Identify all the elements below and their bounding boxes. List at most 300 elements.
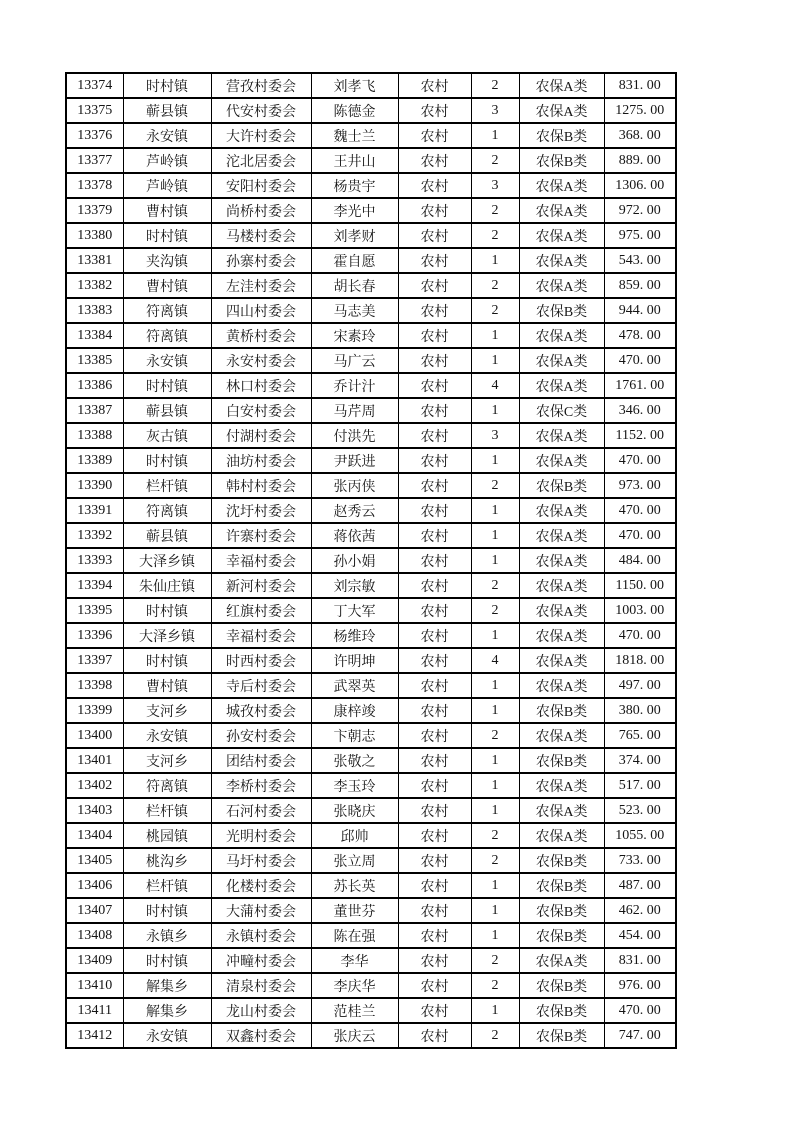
cell-insurance-category: 农保A类 bbox=[519, 423, 604, 448]
cell-village-committee: 新河村委会 bbox=[211, 573, 311, 598]
cell-amount: 374. 00 bbox=[604, 748, 676, 773]
cell-amount: 346. 00 bbox=[604, 398, 676, 423]
cell-household-type: 农村 bbox=[398, 1023, 471, 1048]
cell-person-name: 蒋依茜 bbox=[311, 523, 398, 548]
cell-person-name: 李华 bbox=[311, 948, 398, 973]
cell-insurance-category: 农保A类 bbox=[519, 323, 604, 348]
cell-household-type: 农村 bbox=[398, 548, 471, 573]
table-row bbox=[66, 198, 676, 223]
cell-sequence-number: 13398 bbox=[66, 673, 123, 698]
cell-town: 永镇乡 bbox=[123, 923, 211, 948]
cell-town: 符离镇 bbox=[123, 323, 211, 348]
cell-person-name: 李庆华 bbox=[311, 973, 398, 998]
cell-insurance-category: 农保A类 bbox=[519, 648, 604, 673]
table-row bbox=[66, 598, 676, 623]
cell-village-committee: 时西村委会 bbox=[211, 648, 311, 673]
cell-town: 时村镇 bbox=[123, 223, 211, 248]
cell-town: 曹村镇 bbox=[123, 673, 211, 698]
cell-sequence-number: 13390 bbox=[66, 473, 123, 498]
cell-person-name: 马志美 bbox=[311, 298, 398, 323]
cell-town: 支河乡 bbox=[123, 698, 211, 723]
cell-household-type: 农村 bbox=[398, 998, 471, 1023]
cell-sequence-number: 13408 bbox=[66, 923, 123, 948]
cell-village-committee: 城孜村委会 bbox=[211, 698, 311, 723]
cell-amount: 487. 00 bbox=[604, 873, 676, 898]
cell-sequence-number: 13380 bbox=[66, 223, 123, 248]
cell-town: 解集乡 bbox=[123, 998, 211, 1023]
cell-town: 永安镇 bbox=[123, 348, 211, 373]
cell-town: 永安镇 bbox=[123, 1023, 211, 1048]
cell-sequence-number: 13388 bbox=[66, 423, 123, 448]
cell-sequence-number: 13396 bbox=[66, 623, 123, 648]
cell-sequence-number: 13385 bbox=[66, 348, 123, 373]
cell-household-type: 农村 bbox=[398, 598, 471, 623]
cell-insurance-category: 农保A类 bbox=[519, 573, 604, 598]
cell-amount: 1003. 00 bbox=[604, 598, 676, 623]
cell-amount: 517. 00 bbox=[604, 773, 676, 798]
cell-person-name: 张丙侠 bbox=[311, 473, 398, 498]
table-row bbox=[66, 373, 676, 398]
cell-insurance-category: 农保A类 bbox=[519, 273, 604, 298]
cell-count: 2 bbox=[471, 473, 519, 498]
cell-amount: 470. 00 bbox=[604, 523, 676, 548]
cell-amount: 733. 00 bbox=[604, 848, 676, 873]
cell-town: 符离镇 bbox=[123, 298, 211, 323]
table-row bbox=[66, 148, 676, 173]
table-row bbox=[66, 173, 676, 198]
cell-insurance-category: 农保A类 bbox=[519, 73, 604, 98]
cell-household-type: 农村 bbox=[398, 323, 471, 348]
table-row bbox=[66, 723, 676, 748]
cell-town: 符离镇 bbox=[123, 773, 211, 798]
cell-sequence-number: 13410 bbox=[66, 973, 123, 998]
cell-amount: 523. 00 bbox=[604, 798, 676, 823]
cell-count: 2 bbox=[471, 823, 519, 848]
cell-village-committee: 幸福村委会 bbox=[211, 548, 311, 573]
cell-person-name: 刘孝飞 bbox=[311, 73, 398, 98]
cell-person-name: 宋素玲 bbox=[311, 323, 398, 348]
table-row bbox=[66, 773, 676, 798]
cell-sequence-number: 13382 bbox=[66, 273, 123, 298]
cell-sequence-number: 13376 bbox=[66, 123, 123, 148]
cell-amount: 380. 00 bbox=[604, 698, 676, 723]
cell-sequence-number: 13411 bbox=[66, 998, 123, 1023]
cell-person-name: 尹跃进 bbox=[311, 448, 398, 473]
cell-insurance-category: 农保A类 bbox=[519, 548, 604, 573]
cell-person-name: 魏士兰 bbox=[311, 123, 398, 148]
cell-town: 栏杆镇 bbox=[123, 873, 211, 898]
cell-household-type: 农村 bbox=[398, 498, 471, 523]
cell-village-committee: 寺后村委会 bbox=[211, 673, 311, 698]
cell-village-committee: 许寨村委会 bbox=[211, 523, 311, 548]
table-row bbox=[66, 73, 676, 98]
cell-count: 1 bbox=[471, 448, 519, 473]
cell-insurance-category: 农保A类 bbox=[519, 98, 604, 123]
cell-amount: 470. 00 bbox=[604, 623, 676, 648]
cell-sequence-number: 13402 bbox=[66, 773, 123, 798]
cell-insurance-category: 农保A类 bbox=[519, 598, 604, 623]
cell-town: 蕲县镇 bbox=[123, 398, 211, 423]
cell-sequence-number: 13389 bbox=[66, 448, 123, 473]
table-row bbox=[66, 798, 676, 823]
cell-person-name: 刘孝财 bbox=[311, 223, 398, 248]
cell-village-committee: 团结村委会 bbox=[211, 748, 311, 773]
pension-roster-table bbox=[65, 72, 677, 1049]
cell-household-type: 农村 bbox=[398, 73, 471, 98]
cell-sequence-number: 13393 bbox=[66, 548, 123, 573]
cell-village-committee: 马楼村委会 bbox=[211, 223, 311, 248]
cell-person-name: 马广云 bbox=[311, 348, 398, 373]
table-row bbox=[66, 648, 676, 673]
cell-sequence-number: 13387 bbox=[66, 398, 123, 423]
cell-amount: 1275. 00 bbox=[604, 98, 676, 123]
cell-person-name: 康梓竣 bbox=[311, 698, 398, 723]
cell-count: 1 bbox=[471, 548, 519, 573]
cell-town: 夹沟镇 bbox=[123, 248, 211, 273]
cell-count: 2 bbox=[471, 598, 519, 623]
cell-town: 曹村镇 bbox=[123, 273, 211, 298]
cell-household-type: 农村 bbox=[398, 623, 471, 648]
cell-sequence-number: 13386 bbox=[66, 373, 123, 398]
table-row bbox=[66, 823, 676, 848]
cell-town: 蕲县镇 bbox=[123, 523, 211, 548]
cell-sequence-number: 13394 bbox=[66, 573, 123, 598]
cell-sequence-number: 13405 bbox=[66, 848, 123, 873]
cell-insurance-category: 农保B类 bbox=[519, 923, 604, 948]
cell-amount: 368. 00 bbox=[604, 123, 676, 148]
cell-count: 1 bbox=[471, 523, 519, 548]
cell-village-committee: 永镇村委会 bbox=[211, 923, 311, 948]
cell-village-committee: 永安村委会 bbox=[211, 348, 311, 373]
cell-count: 1 bbox=[471, 498, 519, 523]
table-body bbox=[66, 73, 676, 1048]
cell-town: 栏杆镇 bbox=[123, 473, 211, 498]
cell-count: 2 bbox=[471, 848, 519, 873]
cell-amount: 972. 00 bbox=[604, 198, 676, 223]
cell-amount: 478. 00 bbox=[604, 323, 676, 348]
cell-village-committee: 李桥村委会 bbox=[211, 773, 311, 798]
cell-count: 4 bbox=[471, 373, 519, 398]
cell-count: 1 bbox=[471, 798, 519, 823]
cell-person-name: 马芹周 bbox=[311, 398, 398, 423]
cell-household-type: 农村 bbox=[398, 398, 471, 423]
cell-amount: 859. 00 bbox=[604, 273, 676, 298]
cell-count: 2 bbox=[471, 573, 519, 598]
cell-town: 大泽乡镇 bbox=[123, 548, 211, 573]
cell-person-name: 胡长春 bbox=[311, 273, 398, 298]
cell-household-type: 农村 bbox=[398, 348, 471, 373]
cell-household-type: 农村 bbox=[398, 798, 471, 823]
cell-count: 2 bbox=[471, 148, 519, 173]
cell-person-name: 范桂兰 bbox=[311, 998, 398, 1023]
cell-person-name: 张晓庆 bbox=[311, 798, 398, 823]
table-row bbox=[66, 1023, 676, 1048]
cell-amount: 470. 00 bbox=[604, 448, 676, 473]
cell-village-committee: 大蒲村委会 bbox=[211, 898, 311, 923]
cell-amount: 1150. 00 bbox=[604, 573, 676, 598]
cell-sequence-number: 13397 bbox=[66, 648, 123, 673]
cell-sequence-number: 13399 bbox=[66, 698, 123, 723]
cell-amount: 1818. 00 bbox=[604, 648, 676, 673]
cell-amount: 976. 00 bbox=[604, 973, 676, 998]
cell-sequence-number: 13407 bbox=[66, 898, 123, 923]
cell-insurance-category: 农保A类 bbox=[519, 348, 604, 373]
cell-insurance-category: 农保A类 bbox=[519, 948, 604, 973]
cell-town: 大泽乡镇 bbox=[123, 623, 211, 648]
cell-person-name: 王井山 bbox=[311, 148, 398, 173]
cell-count: 1 bbox=[471, 898, 519, 923]
cell-town: 栏杆镇 bbox=[123, 798, 211, 823]
cell-household-type: 农村 bbox=[398, 573, 471, 598]
cell-insurance-category: 农保B类 bbox=[519, 123, 604, 148]
cell-sequence-number: 13403 bbox=[66, 798, 123, 823]
cell-town: 芦岭镇 bbox=[123, 173, 211, 198]
cell-village-committee: 化楼村委会 bbox=[211, 873, 311, 898]
cell-count: 1 bbox=[471, 698, 519, 723]
cell-household-type: 农村 bbox=[398, 248, 471, 273]
cell-count: 1 bbox=[471, 323, 519, 348]
cell-insurance-category: 农保A类 bbox=[519, 773, 604, 798]
cell-village-committee: 代安村委会 bbox=[211, 98, 311, 123]
cell-count: 1 bbox=[471, 348, 519, 373]
cell-count: 1 bbox=[471, 873, 519, 898]
table-row bbox=[66, 273, 676, 298]
cell-village-committee: 光明村委会 bbox=[211, 823, 311, 848]
cell-sequence-number: 13379 bbox=[66, 198, 123, 223]
cell-person-name: 董世芬 bbox=[311, 898, 398, 923]
cell-household-type: 农村 bbox=[398, 698, 471, 723]
cell-town: 时村镇 bbox=[123, 598, 211, 623]
cell-person-name: 刘宗敏 bbox=[311, 573, 398, 598]
cell-count: 3 bbox=[471, 173, 519, 198]
cell-count: 2 bbox=[471, 273, 519, 298]
cell-insurance-category: 农保B类 bbox=[519, 848, 604, 873]
table-row bbox=[66, 98, 676, 123]
table-row bbox=[66, 298, 676, 323]
cell-insurance-category: 农保A类 bbox=[519, 373, 604, 398]
cell-count: 1 bbox=[471, 623, 519, 648]
cell-household-type: 农村 bbox=[398, 523, 471, 548]
cell-amount: 973. 00 bbox=[604, 473, 676, 498]
cell-insurance-category: 农保A类 bbox=[519, 623, 604, 648]
cell-person-name: 杨维玲 bbox=[311, 623, 398, 648]
cell-person-name: 张庆云 bbox=[311, 1023, 398, 1048]
cell-person-name: 霍自愿 bbox=[311, 248, 398, 273]
cell-insurance-category: 农保A类 bbox=[519, 673, 604, 698]
cell-insurance-category: 农保A类 bbox=[519, 723, 604, 748]
cell-person-name: 乔计汁 bbox=[311, 373, 398, 398]
cell-household-type: 农村 bbox=[398, 473, 471, 498]
cell-count: 1 bbox=[471, 773, 519, 798]
cell-insurance-category: 农保B类 bbox=[519, 973, 604, 998]
cell-village-committee: 油坊村委会 bbox=[211, 448, 311, 473]
table-row bbox=[66, 623, 676, 648]
table-row bbox=[66, 973, 676, 998]
cell-person-name: 李光中 bbox=[311, 198, 398, 223]
cell-person-name: 邱帅 bbox=[311, 823, 398, 848]
cell-count: 1 bbox=[471, 398, 519, 423]
cell-household-type: 农村 bbox=[398, 123, 471, 148]
cell-village-committee: 尚桥村委会 bbox=[211, 198, 311, 223]
cell-count: 2 bbox=[471, 973, 519, 998]
cell-household-type: 农村 bbox=[398, 723, 471, 748]
cell-insurance-category: 农保A类 bbox=[519, 248, 604, 273]
cell-town: 蕲县镇 bbox=[123, 98, 211, 123]
cell-insurance-category: 农保B类 bbox=[519, 473, 604, 498]
cell-village-committee: 安阳村委会 bbox=[211, 173, 311, 198]
table-row bbox=[66, 448, 676, 473]
table-row bbox=[66, 398, 676, 423]
cell-town: 桃园镇 bbox=[123, 823, 211, 848]
cell-insurance-category: 农保A类 bbox=[519, 823, 604, 848]
cell-person-name: 许明坤 bbox=[311, 648, 398, 673]
cell-amount: 1306. 00 bbox=[604, 173, 676, 198]
cell-village-committee: 黄桥村委会 bbox=[211, 323, 311, 348]
cell-household-type: 农村 bbox=[398, 373, 471, 398]
cell-town: 永安镇 bbox=[123, 723, 211, 748]
cell-count: 2 bbox=[471, 723, 519, 748]
cell-household-type: 农村 bbox=[398, 848, 471, 873]
cell-town: 支河乡 bbox=[123, 748, 211, 773]
cell-household-type: 农村 bbox=[398, 873, 471, 898]
cell-household-type: 农村 bbox=[398, 948, 471, 973]
cell-village-committee: 龙山村委会 bbox=[211, 998, 311, 1023]
cell-sequence-number: 13384 bbox=[66, 323, 123, 348]
cell-count: 1 bbox=[471, 923, 519, 948]
cell-town: 时村镇 bbox=[123, 898, 211, 923]
table-row bbox=[66, 573, 676, 598]
cell-village-committee: 冲疃村委会 bbox=[211, 948, 311, 973]
cell-household-type: 农村 bbox=[398, 748, 471, 773]
table-row bbox=[66, 873, 676, 898]
cell-household-type: 农村 bbox=[398, 273, 471, 298]
cell-town: 灰古镇 bbox=[123, 423, 211, 448]
cell-insurance-category: 农保B类 bbox=[519, 748, 604, 773]
cell-insurance-category: 农保B类 bbox=[519, 698, 604, 723]
cell-town: 时村镇 bbox=[123, 648, 211, 673]
cell-household-type: 农村 bbox=[398, 673, 471, 698]
table-row bbox=[66, 548, 676, 573]
cell-insurance-category: 农保C类 bbox=[519, 398, 604, 423]
cell-person-name: 丁大军 bbox=[311, 598, 398, 623]
cell-village-committee: 付湖村委会 bbox=[211, 423, 311, 448]
cell-count: 1 bbox=[471, 673, 519, 698]
cell-count: 1 bbox=[471, 123, 519, 148]
cell-town: 曹村镇 bbox=[123, 198, 211, 223]
cell-town: 解集乡 bbox=[123, 973, 211, 998]
cell-amount: 889. 00 bbox=[604, 148, 676, 173]
cell-sequence-number: 13374 bbox=[66, 73, 123, 98]
cell-village-committee: 营孜村委会 bbox=[211, 73, 311, 98]
cell-sequence-number: 13409 bbox=[66, 948, 123, 973]
cell-town: 永安镇 bbox=[123, 123, 211, 148]
table-row bbox=[66, 898, 676, 923]
cell-household-type: 农村 bbox=[398, 423, 471, 448]
cell-person-name: 张立周 bbox=[311, 848, 398, 873]
cell-sequence-number: 13375 bbox=[66, 98, 123, 123]
cell-village-committee: 清泉村委会 bbox=[211, 973, 311, 998]
cell-village-committee: 沱北居委会 bbox=[211, 148, 311, 173]
cell-insurance-category: 农保A类 bbox=[519, 173, 604, 198]
cell-sequence-number: 13377 bbox=[66, 148, 123, 173]
table-row bbox=[66, 323, 676, 348]
cell-household-type: 农村 bbox=[398, 98, 471, 123]
table-row bbox=[66, 123, 676, 148]
table-row bbox=[66, 748, 676, 773]
cell-amount: 1152. 00 bbox=[604, 423, 676, 448]
cell-amount: 944. 00 bbox=[604, 298, 676, 323]
cell-amount: 470. 00 bbox=[604, 498, 676, 523]
cell-amount: 765. 00 bbox=[604, 723, 676, 748]
cell-person-name: 李玉玲 bbox=[311, 773, 398, 798]
table-row bbox=[66, 523, 676, 548]
cell-insurance-category: 农保B类 bbox=[519, 1023, 604, 1048]
table-row bbox=[66, 473, 676, 498]
cell-village-committee: 马圩村委会 bbox=[211, 848, 311, 873]
cell-amount: 470. 00 bbox=[604, 998, 676, 1023]
cell-village-committee: 红旗村委会 bbox=[211, 598, 311, 623]
cell-amount: 1761. 00 bbox=[604, 373, 676, 398]
cell-person-name: 赵秀云 bbox=[311, 498, 398, 523]
cell-household-type: 农村 bbox=[398, 648, 471, 673]
cell-count: 3 bbox=[471, 98, 519, 123]
cell-insurance-category: 农保B类 bbox=[519, 998, 604, 1023]
cell-sequence-number: 13381 bbox=[66, 248, 123, 273]
cell-person-name: 武翠英 bbox=[311, 673, 398, 698]
cell-person-name: 杨贵宇 bbox=[311, 173, 398, 198]
cell-count: 1 bbox=[471, 248, 519, 273]
cell-household-type: 农村 bbox=[398, 198, 471, 223]
cell-sequence-number: 13383 bbox=[66, 298, 123, 323]
cell-person-name: 陈德金 bbox=[311, 98, 398, 123]
cell-amount: 470. 00 bbox=[604, 348, 676, 373]
cell-household-type: 农村 bbox=[398, 823, 471, 848]
cell-village-committee: 大许村委会 bbox=[211, 123, 311, 148]
cell-sequence-number: 13391 bbox=[66, 498, 123, 523]
cell-town: 时村镇 bbox=[123, 73, 211, 98]
cell-person-name: 陈在强 bbox=[311, 923, 398, 948]
cell-count: 3 bbox=[471, 423, 519, 448]
cell-insurance-category: 农保B类 bbox=[519, 898, 604, 923]
cell-amount: 497. 00 bbox=[604, 673, 676, 698]
table-row bbox=[66, 423, 676, 448]
cell-count: 2 bbox=[471, 948, 519, 973]
cell-amount: 975. 00 bbox=[604, 223, 676, 248]
cell-town: 芦岭镇 bbox=[123, 148, 211, 173]
cell-amount: 462. 00 bbox=[604, 898, 676, 923]
cell-town: 时村镇 bbox=[123, 448, 211, 473]
cell-count: 4 bbox=[471, 648, 519, 673]
table-row bbox=[66, 248, 676, 273]
cell-count: 1 bbox=[471, 748, 519, 773]
table-row bbox=[66, 698, 676, 723]
cell-town: 符离镇 bbox=[123, 498, 211, 523]
cell-town: 时村镇 bbox=[123, 948, 211, 973]
cell-sequence-number: 13378 bbox=[66, 173, 123, 198]
cell-village-committee: 左洼村委会 bbox=[211, 273, 311, 298]
cell-count: 2 bbox=[471, 298, 519, 323]
cell-amount: 831. 00 bbox=[604, 73, 676, 98]
cell-count: 2 bbox=[471, 198, 519, 223]
table-row bbox=[66, 848, 676, 873]
cell-person-name: 孙小娟 bbox=[311, 548, 398, 573]
cell-household-type: 农村 bbox=[398, 148, 471, 173]
table-row bbox=[66, 223, 676, 248]
cell-amount: 831. 00 bbox=[604, 948, 676, 973]
cell-insurance-category: 农保A类 bbox=[519, 498, 604, 523]
cell-town: 朱仙庄镇 bbox=[123, 573, 211, 598]
cell-household-type: 农村 bbox=[398, 898, 471, 923]
